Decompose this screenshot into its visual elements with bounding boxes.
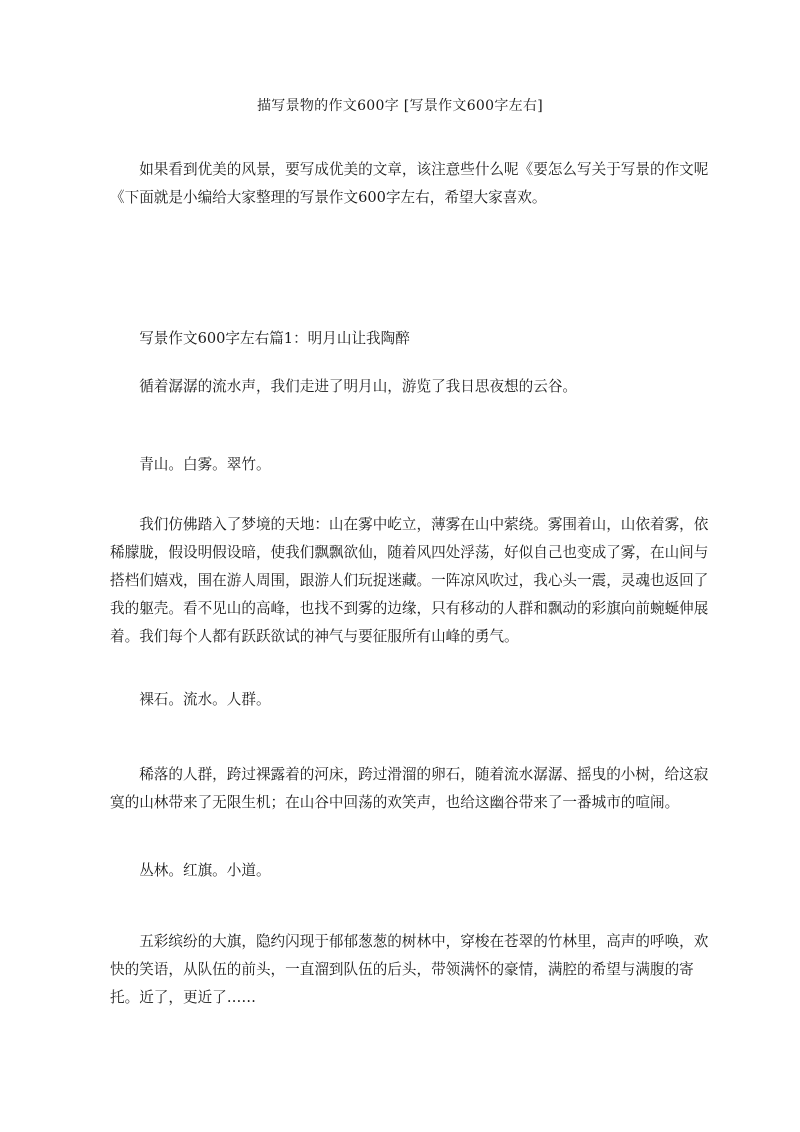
- paragraph: 五彩缤纷的大旗，隐约闪现于郁郁葱葱的树林中，穿梭在苍翠的竹林里，高声的呼唤，欢快的笑语，从队伍的前头，一直溜到队伍的后头，带领满怀的豪情，满腔的希望与满腹的寄托。近了，更近了……: [110, 933, 709, 1006]
- paragraph: 青山。白雾。翠竹。: [139, 456, 271, 473]
- paragraph: 稀落的人群，跨过裸露着的河床，跨过滑溜的卵石，随着流水潺潺、摇曳的小树，给这寂寞的山林带来了无限生机；在山谷中回荡的欢笑声，也给这幽谷带来了一番城市的喧闹。: [110, 766, 709, 811]
- document-title: 描写景物的作文600字 [写景作文600字左右]: [256, 98, 544, 114]
- intro-paragraph: 如果看到优美的风景，要写成优美的文章，该注意些什么呢《要怎么写关于写景的作文呢《下面就是小编给大家整理的写景作文600字左右，希望大家喜欢。: [110, 161, 709, 206]
- paragraph: 我们仿佛踏入了梦境的天地：山在雾中屹立，薄雾在山中萦绕。雾围着山，山依着雾，依稀朦胧，假设明假设暗，使我们飘飘欲仙，随着风四处浮荡，好似自己也变成了雾，在山间与搭档们嬉戏，围在游人周围，跟游人们玩捉迷藏。一阵凉风吹过，我心头一震，灵魂也返回了我的躯壳。看不见山的高峰，也找不到雾的边缘，只有移动的人群和飘动的彩旗向前蜿蜒伸展着。我们每个人都有跃跃欲试的神气与要征服所有山峰的勇气。: [110, 516, 709, 645]
- paragraph: 循着潺潺的流水声，我们走进了明月山，游览了我日思夜想的云谷。: [139, 378, 578, 395]
- paragraph: 裸石。流水。人群。: [139, 691, 271, 708]
- section-heading: 写景作文600字左右篇1：明月山让我陶醉: [139, 330, 410, 347]
- paragraph: 丛林。红旗。小道。: [139, 862, 271, 879]
